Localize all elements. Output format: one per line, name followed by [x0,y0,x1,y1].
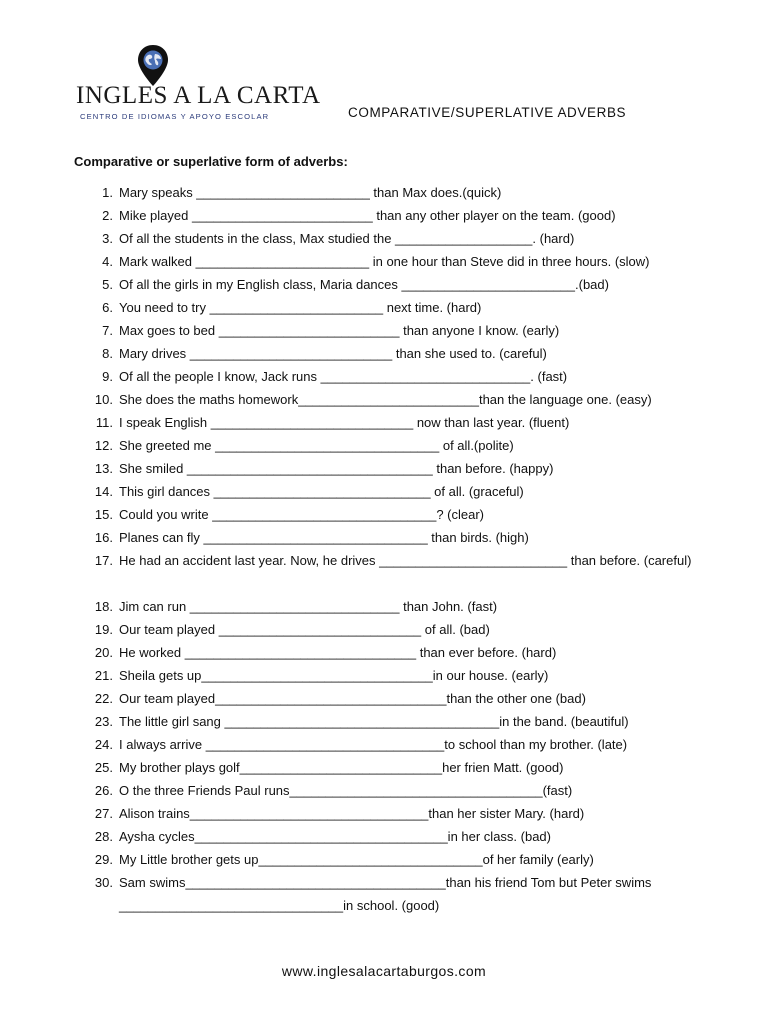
list-item [80,434,720,457]
list-item [80,503,720,526]
item-number: 28. [94,829,113,844]
list-item [80,388,720,411]
item-number: 26. [94,783,113,798]
item-number: 10. [94,392,113,407]
item-number: 24. [94,737,113,752]
item-number: 22. [94,691,113,706]
item-number: 29. [94,852,113,867]
item-text: Jim can run _____________________________ than John. (fast) [119,599,498,614]
section-heading: Comparative or superlative form of adverbs: [74,154,348,169]
list-item [80,733,720,756]
item-text: You need to try ________________________ next time. (hard) [119,300,482,315]
item-number: 7. [102,323,113,338]
list-item [80,250,720,273]
item-text: Mary speaks ________________________ than Max does.(quick) [119,185,502,200]
item-text: My brother plays golf____________________________her frien Matt. (good) [119,760,564,775]
list-item [80,204,720,227]
list-item [80,526,720,549]
list-item [80,687,720,710]
item-number: 16. [94,530,113,545]
item-text: My Little brother gets up_______________________________of her family (early) [119,852,594,867]
item-text: Sheila gets up________________________________in our house. (early) [119,668,549,683]
list-item [80,457,720,480]
list-item [80,227,720,250]
item-text: Mark walked ________________________ in one hour than Steve did in three hours. (slow) [119,254,650,269]
item-text: She greeted me _______________________________ of all.(polite) [119,438,514,453]
item-number: 13. [94,461,113,476]
item-text: Planes can fly _______________________________ than birds. (high) [119,530,529,545]
item-number: 12. [94,438,113,453]
list-item [80,779,720,802]
list-item [80,319,720,342]
page-title: COMPARATIVE/SUPERLATIVE ADVERBS [348,105,627,120]
item-number: 25. [94,760,113,775]
item-text: Alison trains_________________________________than her sister Mary. (hard) [119,806,585,821]
list-item [80,848,720,871]
list-item [80,342,720,365]
item-text: Sam swims____________________________________than his friend Tom but Peter swims _______________________________in school. (good) [119,875,652,913]
item-text: Of all the students in the class, Max studied the ___________________. (hard) [119,231,575,246]
list-item [80,802,720,825]
item-text: Max goes to bed _________________________ than anyone I know. (early) [119,323,560,338]
item-text: Of all the girls in my English class, Maria dances ________________________.(bad) [119,277,609,292]
item-text: I speak English ____________________________ now than last year. (fluent) [119,415,570,430]
item-text: He worked ________________________________ than ever before. (hard) [119,645,557,660]
item-text: This girl dances ______________________________ of all. (graceful) [119,484,524,499]
item-text: Our team played________________________________than the other one (bad) [119,691,586,706]
list-item [80,641,720,664]
list-item [80,595,720,618]
item-number: 6. [102,300,113,315]
logo-name: INGLES A LA CARTA [76,82,321,109]
list-item [80,825,720,848]
logo [72,44,321,124]
item-number: 27. [94,806,113,821]
item-number: 14. [94,484,113,499]
item-number: 4. [102,254,113,269]
item-number: 15. [94,507,113,522]
list-item [80,296,720,319]
item-number: 23. [94,714,113,729]
item-text: He had an accident last year. Now, he drives __________________________ than before. (careful) [119,553,692,568]
item-number: 9. [102,369,113,384]
item-text: Mary drives ____________________________ than she used to. (careful) [119,346,547,361]
list-item [80,480,720,503]
exercise-list [80,181,720,917]
item-number: 2. [102,208,113,223]
item-text: She does the maths homework_________________________than the language one. (easy) [119,392,652,407]
item-number: 8. [102,346,113,361]
item-number: 18. [94,599,113,614]
list-item [80,871,720,917]
item-number: 20. [94,645,113,660]
item-number: 19. [94,622,113,637]
list-item [80,411,720,434]
item-number: 3. [102,231,113,246]
item-number: 17. [94,553,113,568]
list-item [80,181,720,204]
item-text: Mike played _________________________ than any other player on the team. (good) [119,208,616,223]
list-item [80,756,720,779]
item-text: She smiled __________________________________ than before. (happy) [119,461,554,476]
item-text: Of all the people I know, Jack runs _____________________________. (fast) [119,369,568,384]
item-number: 21. [94,668,113,683]
item-number: 11. [95,415,113,430]
item-text: I always arrive _________________________________to school than my brother. (late) [119,737,628,752]
item-text: Aysha cycles___________________________________in her class. (bad) [119,829,551,844]
list-item [80,549,720,595]
item-text: Our team played ____________________________ of all. (bad) [119,622,490,637]
list-item [80,365,720,388]
logo-subtitle: CENTRO DE IDIOMAS Y APOYO ESCOLAR [80,112,270,121]
item-text: The little girl sang ______________________________________in the band. (beautiful) [119,714,629,729]
footer-url: www.inglesalacartaburgos.com [281,963,487,979]
list-item [80,618,720,641]
list-item [80,273,720,296]
item-number: 30. [94,875,113,890]
list-item [80,710,720,733]
item-number: 5. [102,277,113,292]
item-text: Could you write _______________________________? (clear) [119,507,485,522]
list-item [80,664,720,687]
item-text: O the three Friends Paul runs___________________________________(fast) [119,783,573,798]
item-number: 1. [102,185,113,200]
